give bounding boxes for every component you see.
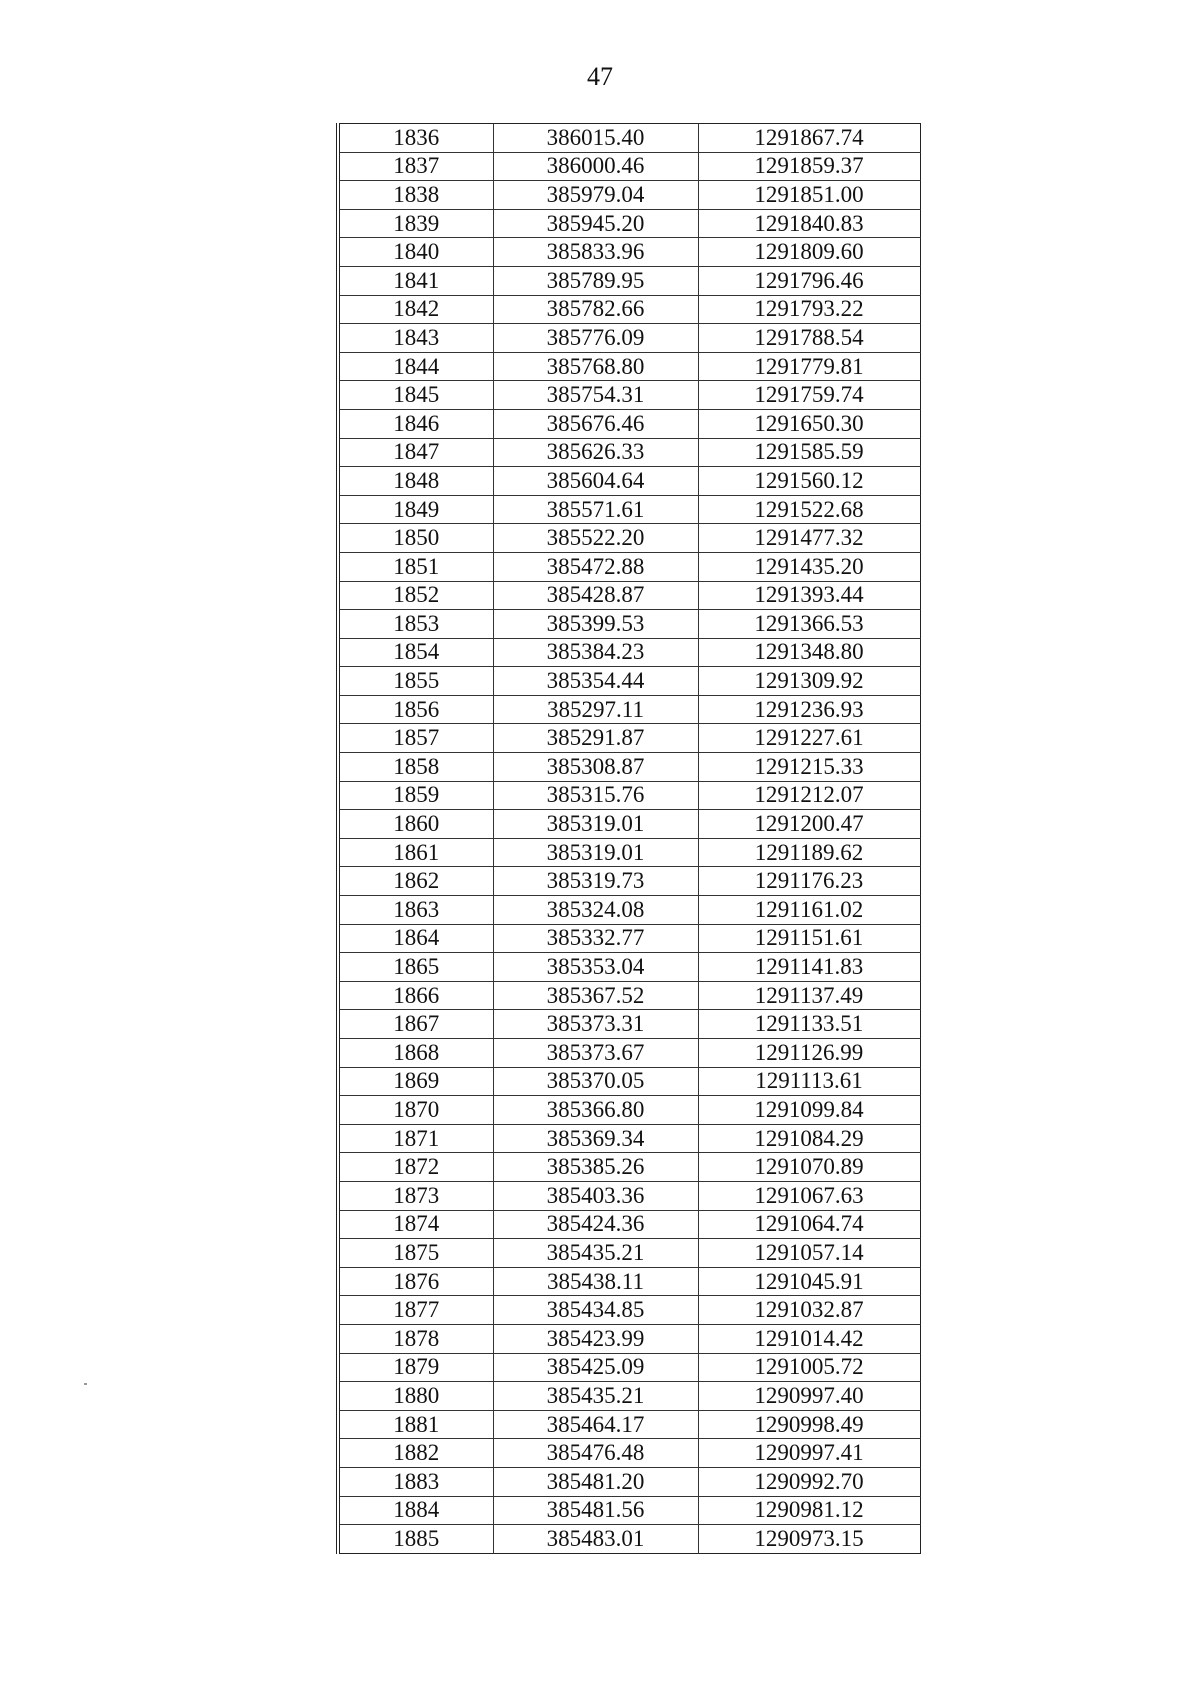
point-number-cell: 1842 [338, 295, 493, 324]
x-coordinate-cell: 385571.61 [493, 495, 698, 524]
table-row [338, 838, 920, 867]
x-coordinate-cell: 385373.31 [493, 1010, 698, 1039]
y-coordinate-cell: 1291141.83 [698, 953, 920, 982]
point-number-cell: 1868 [338, 1039, 493, 1068]
x-coordinate-cell: 385522.20 [493, 524, 698, 553]
x-coordinate-cell: 385319.01 [493, 810, 698, 839]
table-row [338, 924, 920, 953]
x-coordinate-cell: 385979.04 [493, 181, 698, 210]
point-number-cell: 1860 [338, 810, 493, 839]
table-row [338, 1181, 920, 1210]
y-coordinate-cell: 1291084.29 [698, 1124, 920, 1153]
point-number-cell: 1845 [338, 381, 493, 410]
point-number-cell: 1841 [338, 266, 493, 295]
x-coordinate-cell: 385399.53 [493, 610, 698, 639]
table-row [338, 495, 920, 524]
table-row [338, 1124, 920, 1153]
table-row [338, 1010, 920, 1039]
table-row [338, 1439, 920, 1468]
y-coordinate-cell: 1291070.89 [698, 1153, 920, 1182]
point-number-cell: 1839 [338, 209, 493, 238]
point-number-cell: 1837 [338, 152, 493, 181]
table-row [338, 352, 920, 381]
x-coordinate-cell: 385776.09 [493, 324, 698, 353]
y-coordinate-cell: 1291189.62 [698, 838, 920, 867]
y-coordinate-cell: 1291064.74 [698, 1210, 920, 1239]
x-coordinate-cell: 385319.01 [493, 838, 698, 867]
point-number-cell: 1882 [338, 1439, 493, 1468]
x-coordinate-cell: 385676.46 [493, 409, 698, 438]
table-row [338, 524, 920, 553]
point-number-cell: 1875 [338, 1239, 493, 1268]
table-row [338, 667, 920, 696]
x-coordinate-cell: 385366.80 [493, 1096, 698, 1125]
x-coordinate-cell: 385604.64 [493, 467, 698, 496]
x-coordinate-cell: 385428.87 [493, 581, 698, 610]
x-coordinate-cell: 386000.46 [493, 152, 698, 181]
table-row [338, 1467, 920, 1496]
x-coordinate-cell: 385291.87 [493, 724, 698, 753]
table-row [338, 152, 920, 181]
x-coordinate-cell: 385324.08 [493, 896, 698, 925]
point-number-cell: 1838 [338, 181, 493, 210]
point-number-cell: 1849 [338, 495, 493, 524]
x-coordinate-cell: 385768.80 [493, 352, 698, 381]
x-coordinate-cell: 385476.48 [493, 1439, 698, 1468]
point-number-cell: 1847 [338, 438, 493, 467]
table-row [338, 724, 920, 753]
table-row [338, 124, 920, 153]
point-number-cell: 1848 [338, 467, 493, 496]
x-coordinate-cell: 385945.20 [493, 209, 698, 238]
point-number-cell: 1853 [338, 610, 493, 639]
x-coordinate-cell: 385403.36 [493, 1181, 698, 1210]
table-row [338, 1525, 920, 1554]
y-coordinate-cell: 1291161.02 [698, 896, 920, 925]
y-coordinate-cell: 1291859.37 [698, 152, 920, 181]
point-number-cell: 1878 [338, 1324, 493, 1353]
x-coordinate-cell: 385319.73 [493, 867, 698, 896]
y-coordinate-cell: 1291851.00 [698, 181, 920, 210]
y-coordinate-cell: 1291759.74 [698, 381, 920, 410]
point-number-cell: 1867 [338, 1010, 493, 1039]
point-number-cell: 1872 [338, 1153, 493, 1182]
y-coordinate-cell: 1290997.40 [698, 1382, 920, 1411]
y-coordinate-cell: 1291032.87 [698, 1296, 920, 1325]
x-coordinate-cell: 385626.33 [493, 438, 698, 467]
point-number-cell: 1870 [338, 1096, 493, 1125]
table-row [338, 438, 920, 467]
point-number-cell: 1865 [338, 953, 493, 982]
y-coordinate-cell: 1291200.47 [698, 810, 920, 839]
x-coordinate-cell: 385373.67 [493, 1039, 698, 1068]
y-coordinate-cell: 1291796.46 [698, 266, 920, 295]
y-coordinate-cell: 1291005.72 [698, 1353, 920, 1382]
x-coordinate-cell: 385472.88 [493, 552, 698, 581]
x-coordinate-cell: 386015.40 [493, 124, 698, 153]
x-coordinate-cell: 385435.21 [493, 1382, 698, 1411]
y-coordinate-cell: 1291309.92 [698, 667, 920, 696]
y-coordinate-cell: 1291522.68 [698, 495, 920, 524]
y-coordinate-cell: 1291126.99 [698, 1039, 920, 1068]
y-coordinate-cell: 1290998.49 [698, 1410, 920, 1439]
table-row [338, 581, 920, 610]
table-row [338, 1382, 920, 1411]
point-number-cell: 1863 [338, 896, 493, 925]
table-row [338, 867, 920, 896]
table-row [338, 1267, 920, 1296]
point-number-cell: 1864 [338, 924, 493, 953]
y-coordinate-cell: 1291585.59 [698, 438, 920, 467]
point-number-cell: 1854 [338, 638, 493, 667]
y-coordinate-cell: 1291133.51 [698, 1010, 920, 1039]
table-row [338, 1153, 920, 1182]
x-coordinate-cell: 385754.31 [493, 381, 698, 410]
x-coordinate-cell: 385385.26 [493, 1153, 698, 1182]
point-number-cell: 1844 [338, 352, 493, 381]
point-number-cell: 1862 [338, 867, 493, 896]
x-coordinate-cell: 385367.52 [493, 981, 698, 1010]
point-number-cell: 1877 [338, 1296, 493, 1325]
table-row [338, 1353, 920, 1382]
point-number-cell: 1859 [338, 781, 493, 810]
point-number-cell: 1866 [338, 981, 493, 1010]
x-coordinate-cell: 385438.11 [493, 1267, 698, 1296]
table-row [338, 324, 920, 353]
y-coordinate-cell: 1291435.20 [698, 552, 920, 581]
y-coordinate-cell: 1291840.83 [698, 209, 920, 238]
point-number-cell: 1840 [338, 238, 493, 267]
table-row [338, 1210, 920, 1239]
x-coordinate-cell: 385315.76 [493, 781, 698, 810]
y-coordinate-cell: 1291366.53 [698, 610, 920, 639]
point-number-cell: 1884 [338, 1496, 493, 1525]
y-coordinate-cell: 1290981.12 [698, 1496, 920, 1525]
x-coordinate-cell: 385354.44 [493, 667, 698, 696]
y-coordinate-cell: 1291348.80 [698, 638, 920, 667]
table-row [338, 1239, 920, 1268]
y-coordinate-cell: 1291067.63 [698, 1181, 920, 1210]
y-coordinate-cell: 1291227.61 [698, 724, 920, 753]
table-row [338, 638, 920, 667]
point-number-cell: 1836 [393, 124, 440, 150]
page-number: 47 [587, 62, 613, 91]
table-row [338, 238, 920, 267]
x-coordinate-cell: 385424.36 [493, 1210, 698, 1239]
point-number-cell: 1852 [338, 581, 493, 610]
x-coordinate-cell: 385789.95 [493, 266, 698, 295]
table-row [338, 1067, 920, 1096]
x-coordinate-cell: 385353.04 [493, 953, 698, 982]
point-number-cell: 1871 [338, 1124, 493, 1153]
point-number-cell: 1856 [338, 695, 493, 724]
x-coordinate-cell: 385423.99 [493, 1324, 698, 1353]
y-coordinate-cell: 1291215.33 [698, 753, 920, 782]
point-number-cell: 1857 [338, 724, 493, 753]
x-coordinate-cell: 385369.34 [493, 1124, 698, 1153]
point-number-cell: 1883 [338, 1467, 493, 1496]
y-coordinate-cell: 1291793.22 [698, 295, 920, 324]
y-coordinate-cell: 1290992.70 [698, 1467, 920, 1496]
table-row [338, 1296, 920, 1325]
point-number-cell: 1874 [338, 1210, 493, 1239]
x-coordinate-cell: 385833.96 [493, 238, 698, 267]
y-coordinate-cell: 1291788.54 [698, 324, 920, 353]
table-row [338, 1410, 920, 1439]
y-coordinate-cell: 1291137.49 [698, 981, 920, 1010]
y-coordinate-cell: 1291212.07 [698, 781, 920, 810]
x-coordinate-cell: 385308.87 [493, 753, 698, 782]
table-row [338, 1496, 920, 1525]
x-coordinate-cell: 385435.21 [493, 1239, 698, 1268]
table-row [338, 896, 920, 925]
x-coordinate-cell: 385434.85 [493, 1296, 698, 1325]
y-coordinate-cell: 1291560.12 [698, 467, 920, 496]
x-coordinate-cell: 385425.09 [493, 1353, 698, 1382]
table-row [338, 552, 920, 581]
x-coordinate-cell: 385782.66 [493, 295, 698, 324]
x-coordinate-cell: 385464.17 [493, 1410, 698, 1439]
y-coordinate-cell: 1291014.42 [698, 1324, 920, 1353]
x-coordinate-cell: 385332.77 [493, 924, 698, 953]
table-row [338, 610, 920, 639]
table-row [338, 1324, 920, 1353]
table-row [338, 209, 920, 238]
table-row [338, 409, 920, 438]
table-row [338, 981, 920, 1010]
table-row [338, 266, 920, 295]
table-row [338, 295, 920, 324]
y-coordinate-cell: 1291113.61 [698, 1067, 920, 1096]
table-row [338, 181, 920, 210]
y-coordinate-cell: 1291045.91 [698, 1267, 920, 1296]
x-coordinate-cell: 385370.05 [493, 1067, 698, 1096]
x-coordinate-cell: 385481.20 [493, 1467, 698, 1496]
y-coordinate-cell: 1290997.41 [698, 1439, 920, 1468]
point-number-cell: 1880 [338, 1382, 493, 1411]
y-coordinate-cell: 1291176.23 [698, 867, 920, 896]
point-number-cell: 1858 [338, 753, 493, 782]
table-row [338, 695, 920, 724]
y-coordinate-cell: 1291867.74 [698, 124, 920, 153]
point-number-cell: 1846 [338, 409, 493, 438]
point-number-cell: 1879 [338, 1353, 493, 1382]
point-number-cell: 1861 [338, 838, 493, 867]
x-coordinate-cell: 385384.23 [493, 638, 698, 667]
table-row [338, 381, 920, 410]
x-coordinate-cell: 385481.56 [493, 1496, 698, 1525]
point-number-cell: 1855 [338, 667, 493, 696]
y-coordinate-cell: 1291393.44 [698, 581, 920, 610]
table-row [338, 467, 920, 496]
point-number-cell: 1873 [338, 1181, 493, 1210]
scan-speck [84, 1383, 87, 1385]
coordinates-table [336, 123, 921, 1554]
point-number-cell: 1843 [338, 324, 493, 353]
table-row [338, 781, 920, 810]
y-coordinate-cell: 1291099.84 [698, 1096, 920, 1125]
y-coordinate-cell: 1291057.14 [698, 1239, 920, 1268]
coordinates-table-body [338, 124, 920, 1554]
point-number-cell: 1876 [338, 1267, 493, 1296]
x-coordinate-cell: 385483.01 [493, 1525, 698, 1554]
y-coordinate-cell: 1291809.60 [698, 238, 920, 267]
table-row [338, 1039, 920, 1068]
table-row [338, 810, 920, 839]
point-number-cell: 1851 [338, 552, 493, 581]
y-coordinate-cell: 1291779.81 [698, 352, 920, 381]
table-row [338, 753, 920, 782]
y-coordinate-cell: 1291236.93 [698, 695, 920, 724]
point-number-cell: 1850 [338, 524, 493, 553]
y-coordinate-cell: 1291650.30 [698, 409, 920, 438]
table-row [338, 953, 920, 982]
table-row [338, 1096, 920, 1125]
y-coordinate-cell: 1291477.32 [698, 524, 920, 553]
point-number-cell: 1885 [338, 1525, 493, 1554]
point-number-cell: 1869 [338, 1067, 493, 1096]
point-number-cell: 1881 [338, 1410, 493, 1439]
y-coordinate-cell: 1291151.61 [698, 924, 920, 953]
y-coordinate-cell: 1290973.15 [698, 1525, 920, 1554]
x-coordinate-cell: 385297.11 [493, 695, 698, 724]
